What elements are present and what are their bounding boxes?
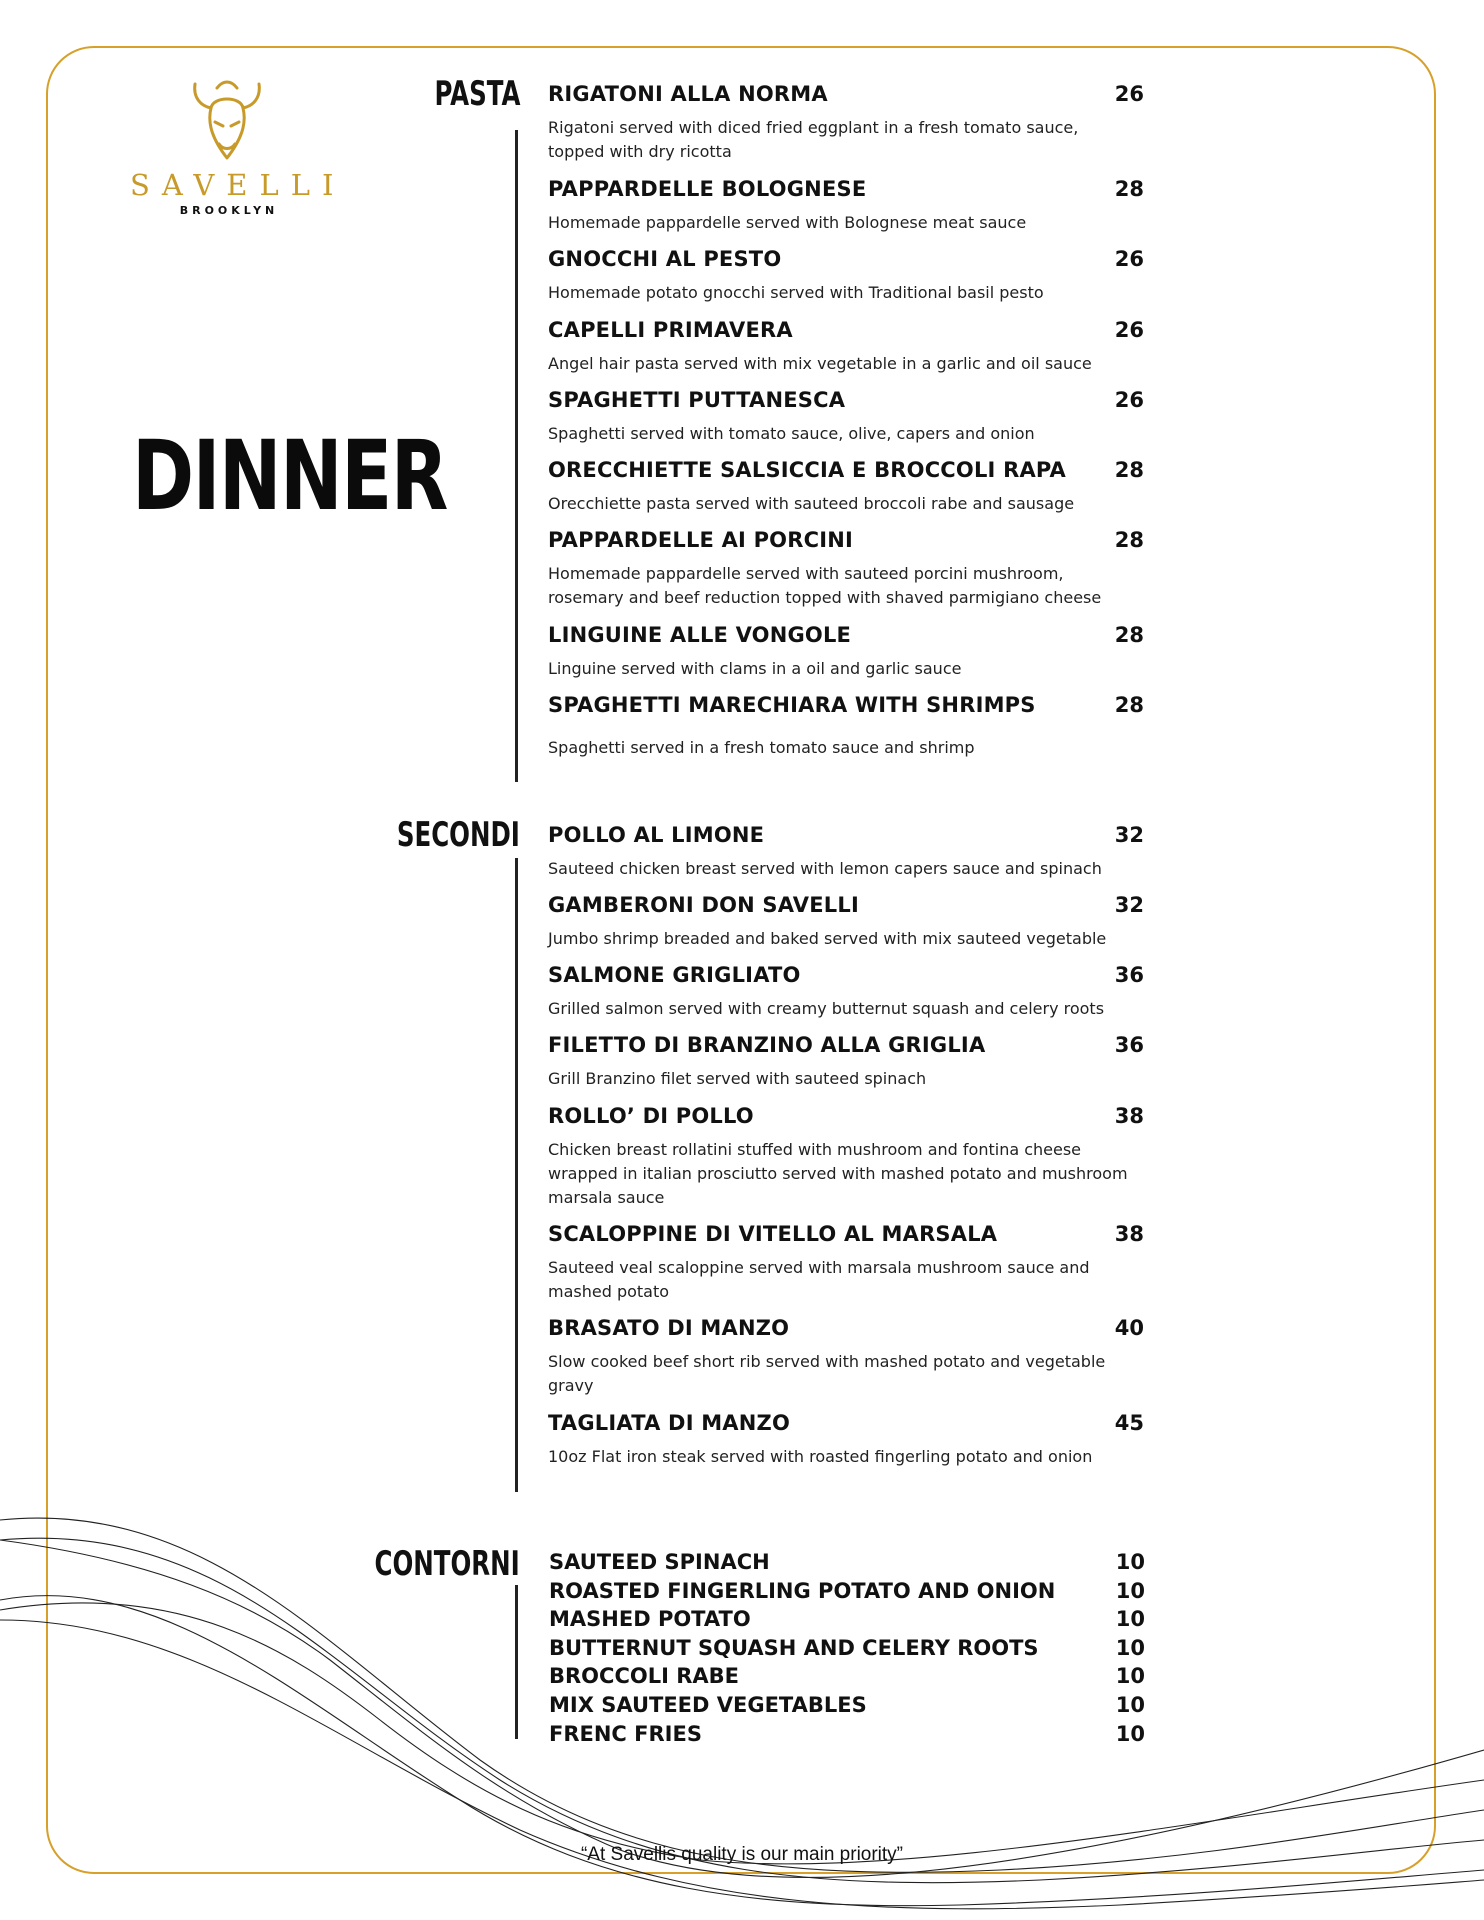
item-name: BRASATO DI MANZO bbox=[548, 1316, 790, 1340]
item-name: TAGLIATA DI MANZO bbox=[548, 1411, 791, 1435]
item-name: MIX SAUTEED VEGETABLES bbox=[549, 1692, 867, 1717]
item-description: Homemade pappardelle served with sauteed porcini mushroom, rosemary and beef reduction topped with shaved parmigiano cheese bbox=[548, 564, 1102, 607]
menu-item bbox=[548, 1409, 1144, 1469]
menu-item bbox=[548, 1031, 1144, 1091]
item-name: SPAGHETTI MARECHIARA WITH SHRIMPS bbox=[548, 693, 1036, 717]
menu-item bbox=[548, 386, 1144, 446]
item-description: Sauteed chicken breast served with lemon capers sauce and spinach bbox=[548, 859, 1102, 878]
item-price: 38 bbox=[1114, 1222, 1144, 1246]
item-name: PAPPARDELLE BOLOGNESE bbox=[548, 177, 867, 201]
item-description: Angel hair pasta served with mix vegetable in a garlic and oil sauce bbox=[548, 354, 1092, 373]
side-item bbox=[549, 1662, 1145, 1691]
menu-item bbox=[548, 1220, 1144, 1304]
item-description: Grill Branzino filet served with sauteed spinach bbox=[548, 1069, 927, 1088]
side-item bbox=[549, 1720, 1145, 1749]
side-item bbox=[549, 1605, 1145, 1634]
item-price: 26 bbox=[1114, 318, 1144, 342]
item-price: 28 bbox=[1114, 458, 1144, 482]
side-item bbox=[549, 1691, 1145, 1720]
side-item bbox=[549, 1577, 1145, 1606]
item-price: 10 bbox=[1115, 1721, 1145, 1746]
item-description: Jumbo shrimp breaded and baked served with mix sauteed vegetable bbox=[548, 929, 1107, 948]
item-price: 36 bbox=[1114, 963, 1144, 987]
item-description: Homemade pappardelle served with Bolognese meat sauce bbox=[548, 213, 1027, 232]
item-price: 40 bbox=[1114, 1316, 1144, 1340]
item-price: 10 bbox=[1115, 1635, 1145, 1660]
page-title: DINNER bbox=[132, 420, 447, 532]
item-price: 10 bbox=[1115, 1692, 1145, 1717]
brand-logo bbox=[118, 78, 346, 217]
section-divider-pasta bbox=[515, 130, 518, 782]
item-name: GAMBERONI DON SAVELLI bbox=[548, 893, 859, 917]
item-name: ROASTED FINGERLING POTATO AND ONION bbox=[549, 1578, 1056, 1603]
item-price: 32 bbox=[1114, 823, 1144, 847]
item-name: SCALOPPINE DI VITELLO AL MARSALA bbox=[548, 1222, 998, 1246]
menu-item bbox=[548, 245, 1144, 305]
item-description: Spaghetti served in a fresh tomato sauce and shrimp bbox=[548, 738, 975, 757]
item-name: PAPPARDELLE AI PORCINI bbox=[548, 528, 853, 552]
item-price: 28 bbox=[1114, 693, 1144, 717]
menu-item bbox=[548, 1102, 1144, 1210]
item-name: SALMONE GRIGLIATO bbox=[548, 963, 801, 987]
menu-item bbox=[548, 1314, 1144, 1398]
section-divider-contorni bbox=[515, 1585, 518, 1739]
item-description: Grilled salmon served with creamy butternut squash and celery roots bbox=[548, 999, 1105, 1018]
item-price: 28 bbox=[1114, 528, 1144, 552]
item-price: 36 bbox=[1114, 1033, 1144, 1057]
item-description: Orecchiette pasta served with sauteed broccoli rabe and sausage bbox=[548, 494, 1075, 513]
item-description: Sauteed veal scaloppine served with marsala mushroom sauce and mashed potato bbox=[548, 1258, 1090, 1301]
menu-item bbox=[548, 526, 1144, 610]
side-item bbox=[549, 1548, 1145, 1577]
item-name: BUTTERNUT SQUASH AND CELERY ROOTS bbox=[549, 1635, 1039, 1660]
item-name: FRENC FRIES bbox=[549, 1721, 702, 1746]
item-name: POLLO AL LIMONE bbox=[548, 823, 765, 847]
item-name: SPAGHETTI PUTTANESCA bbox=[548, 388, 846, 412]
brand-location: BROOKLYN bbox=[179, 204, 279, 217]
item-name: CAPELLI PRIMAVERA bbox=[548, 318, 793, 342]
section-divider-secondi bbox=[515, 858, 518, 1492]
item-price: 26 bbox=[1114, 82, 1144, 106]
item-name: ROLLO’ DI POLLO bbox=[548, 1104, 754, 1128]
item-name: SAUTEED SPINACH bbox=[549, 1550, 770, 1574]
menu-item bbox=[548, 316, 1144, 376]
menu-item bbox=[548, 456, 1144, 516]
item-price: 38 bbox=[1114, 1104, 1144, 1128]
item-price: 26 bbox=[1114, 247, 1144, 271]
item-name: MASHED POTATO bbox=[549, 1607, 751, 1632]
item-name: RIGATONI ALLA NORMA bbox=[548, 82, 828, 106]
item-description: Slow cooked beef short rib served with mashed potato and vegetable gravy bbox=[548, 1352, 1106, 1395]
item-price: 10 bbox=[1115, 1578, 1145, 1603]
item-description: Homemade potato gnocchi served with Traditional basil pesto bbox=[548, 283, 1044, 302]
item-description: Chicken breast rollatini stuffed with mushroom and fontina cheese wrapped in italian prosciutto served with mashed potato and mushroom marsala sauce bbox=[548, 1140, 1128, 1207]
section-title-secondi: SECONDI bbox=[396, 815, 520, 855]
item-name: BROCCOLI RABE bbox=[549, 1664, 739, 1689]
item-description: Rigatoni served with diced fried eggplant in a fresh tomato sauce, topped with dry ricotta bbox=[548, 118, 1079, 161]
menu-item bbox=[548, 80, 1144, 164]
item-description: Linguine served with clams in a oil and garlic sauce bbox=[548, 659, 962, 678]
item-name: FILETTO DI BRANZINO ALLA GRIGLIA bbox=[548, 1033, 986, 1057]
item-price: 10 bbox=[1115, 1607, 1145, 1632]
item-price: 10 bbox=[1115, 1550, 1145, 1574]
menu-item bbox=[548, 621, 1144, 681]
item-name: LINGUINE ALLE VONGOLE bbox=[548, 623, 852, 647]
menu-item bbox=[548, 961, 1144, 1021]
menu-item bbox=[548, 821, 1144, 881]
menu-item bbox=[548, 891, 1144, 951]
item-description: Spaghetti served with tomato sauce, olive, capers and onion bbox=[548, 424, 1035, 443]
item-name: ORECCHIETTE SALSICCIA E BROCCOLI RAPA bbox=[548, 458, 1067, 482]
item-price: 32 bbox=[1114, 893, 1144, 917]
bull-head-icon bbox=[189, 78, 265, 164]
item-price: 28 bbox=[1114, 623, 1144, 647]
item-price: 26 bbox=[1114, 388, 1144, 412]
footer-quote: “At Savellis quality is our main priority” bbox=[580, 1844, 904, 1865]
item-price: 28 bbox=[1114, 177, 1144, 201]
item-description: 10oz Flat iron steak served with roasted fingerling potato and onion bbox=[548, 1447, 1093, 1466]
item-price: 10 bbox=[1115, 1664, 1145, 1689]
menu-item bbox=[548, 691, 1144, 760]
item-price: 45 bbox=[1114, 1411, 1144, 1435]
brand-name: SAVELLI bbox=[130, 168, 346, 202]
section-title-pasta: PASTA bbox=[433, 74, 520, 114]
contorni-list bbox=[549, 1548, 1145, 1748]
section-title-contorni: CONTORNI bbox=[374, 1544, 520, 1584]
side-item bbox=[549, 1634, 1145, 1663]
menu-item bbox=[548, 175, 1144, 235]
item-name: GNOCCHI AL PESTO bbox=[548, 247, 782, 271]
